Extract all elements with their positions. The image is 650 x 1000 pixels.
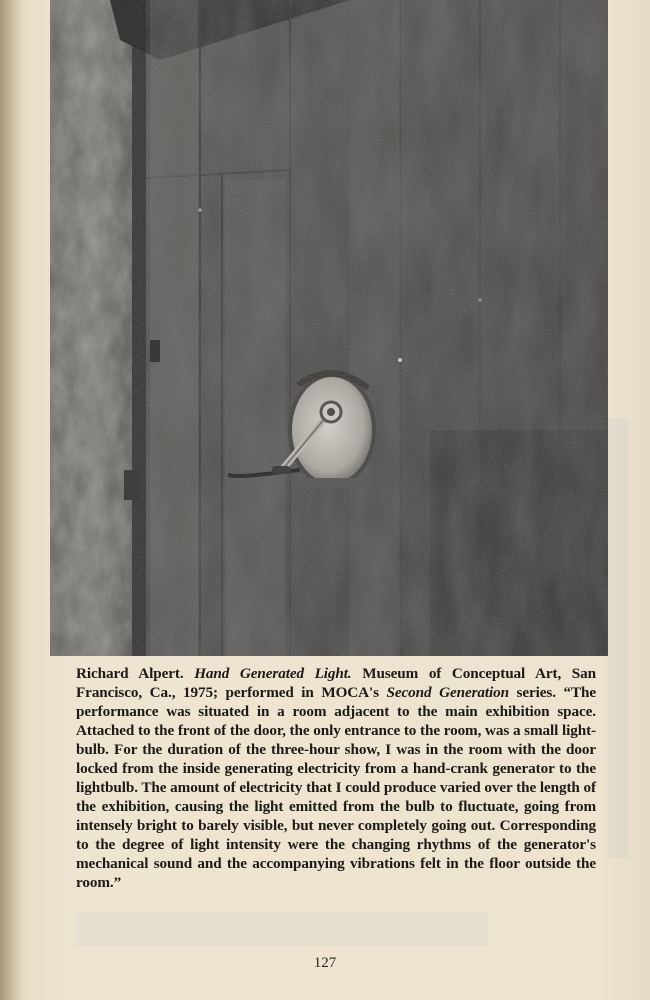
photograph-illustration — [50, 0, 608, 656]
caption-text-part-2: series. “The performance was situated in a room adjacent to the main exhibition space. Attached to the front of the door, the only entrance to the room, was a small light-bulb. For the duration of the three-hour show, I was in the room with the door locked from the inside generating electricity from a hand-crank generator to the lightbulb. The amount of electricity that I could produce varied over the length of the exhibition, causing the light emitted from the bulb to fluctuate, going from intensely bright to barely visible, but never completely going out. Corresponding to the degree of light intensity were the changing rhythms of the generator's mechanical sound and the accompanying vibrations felt in the floor outside the room.” — [76, 684, 596, 891]
series-name: Second Generation — [386, 684, 509, 701]
print-tint — [608, 418, 628, 858]
photograph-door-hand-crank-generator — [50, 0, 608, 656]
caption-text-part-1: Museum of Conceptual Art, San Francisco, Ca., 1975; performed in MOCA's — [76, 665, 596, 701]
page-number: 127 — [313, 955, 337, 971]
binding-gutter-shadow — [0, 0, 22, 1000]
photo-caption — [76, 664, 596, 892]
print-tint — [76, 912, 488, 946]
artwork-title: Hand Generated Light. — [194, 665, 352, 682]
artist-name: Richard Alpert. — [76, 665, 184, 682]
